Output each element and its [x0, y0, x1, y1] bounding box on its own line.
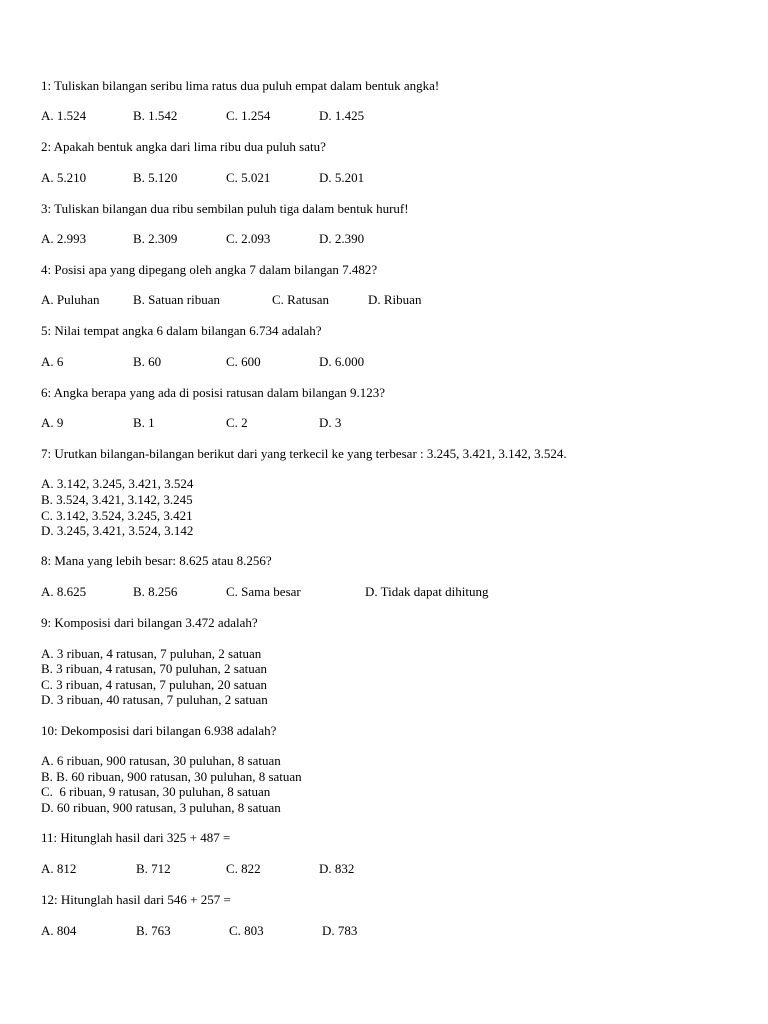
question-4: 4: Posisi apa yang dipegang oleh angka 7 dalam bilangan 7.482? [41, 262, 378, 277]
q9-option-a: A. 3 ribuan, 4 ratusan, 7 puluhan, 2 satuan [41, 646, 262, 661]
q12-option-d: D. 783 [322, 923, 358, 938]
q5-option-a: A. 6 [41, 354, 64, 369]
q2-option-b: B. 5.120 [133, 170, 178, 185]
q10-option-b: B. B. 60 ribuan, 900 ratusan, 30 puluhan, 8 satuan [41, 769, 302, 784]
q7-option-b: B. 3.524, 3.421, 3.142, 3.245 [41, 492, 193, 507]
q3-option-a: A. 2.993 [41, 231, 87, 246]
q10-option-d: D. 60 ribuan, 900 ratusan, 3 puluhan, 8 satuan [41, 800, 281, 815]
q5-option-c: C. 600 [226, 354, 261, 369]
q9-option-d: D. 3 ribuan, 40 ratusan, 7 puluhan, 2 satuan [41, 692, 268, 707]
question-6: 6: Angka berapa yang ada di posisi ratusan dalam bilangan 9.123? [41, 385, 386, 400]
q4-option-b: B. Satuan ribuan [133, 292, 221, 307]
q5-option-d: D. 6.000 [319, 354, 365, 369]
q4-option-a: A. Puluhan [41, 292, 100, 307]
q8-option-b: B. 8.256 [133, 584, 178, 599]
question-11: 11: Hitunglah hasil dari 325 + 487 = [41, 830, 231, 845]
q7-option-a: A. 3.142, 3.245, 3.421, 3.524 [41, 476, 194, 491]
q1-option-a: A. 1.524 [41, 108, 87, 123]
q8-option-d: D. Tidak dapat dihitung [365, 584, 489, 599]
q12-option-a: A. 804 [41, 923, 77, 938]
question-10: 10: Dekomposisi dari bilangan 6.938 adalah? [41, 723, 277, 738]
q2-option-c: C. 5.021 [226, 170, 271, 185]
question-5: 5: Nilai tempat angka 6 dalam bilangan 6.734 adalah? [41, 323, 322, 338]
q8-option-c: C. Sama besar [226, 584, 301, 599]
question-1: 1: Tuliskan bilangan seribu lima ratus dua puluh empat dalam bentuk angka! [41, 78, 440, 93]
q3-option-d: D. 2.390 [319, 231, 365, 246]
q11-option-d: D. 832 [319, 861, 355, 876]
q1-option-b: B. 1.542 [133, 108, 178, 123]
question-8: 8: Mana yang lebih besar: 8.625 atau 8.256? [41, 553, 272, 568]
q5-option-b: B. 60 [133, 354, 162, 369]
q10-option-c: C. 6 ribuan, 9 ratusan, 30 puluhan, 8 satuan [41, 784, 271, 799]
q7-option-d: D. 3.245, 3.421, 3.524, 3.142 [41, 523, 194, 538]
q7-option-c: C. 3.142, 3.524, 3.245, 3.421 [41, 508, 193, 523]
q6-option-b: B. 1 [133, 415, 155, 430]
q8-option-a: A. 8.625 [41, 584, 87, 599]
q6-option-a: A. 9 [41, 415, 64, 430]
question-2: 2: Apakah bentuk angka dari lima ribu dua puluh satu? [41, 139, 326, 154]
q11-option-a: A. 812 [41, 861, 77, 876]
q9-option-b: B. 3 ribuan, 4 ratusan, 70 puluhan, 2 satuan [41, 661, 268, 676]
q11-option-c: C. 822 [226, 861, 261, 876]
question-7: 7: Urutkan bilangan-bilangan berikut dari yang terkecil ke yang terbesar : 3.245, 3.421, 3.142, 3.524. [41, 446, 567, 461]
q1-option-d: D. 1.425 [319, 108, 365, 123]
q3-option-c: C. 2.093 [226, 231, 271, 246]
question-3: 3: Tuliskan bilangan dua ribu sembilan puluh tiga dalam bentuk huruf! [41, 201, 409, 216]
q2-option-a: A. 5.210 [41, 170, 87, 185]
question-12: 12: Hitunglah hasil dari 546 + 257 = [41, 892, 231, 907]
q12-option-b: B. 763 [136, 923, 171, 938]
q10-option-a: A. 6 ribuan, 900 ratusan, 30 puluhan, 8 satuan [41, 753, 281, 768]
q11-option-b: B. 712 [136, 861, 171, 876]
q1-option-c: C. 1.254 [226, 108, 271, 123]
q6-option-d: D. 3 [319, 415, 342, 430]
q4-option-c: C. Ratusan [272, 292, 330, 307]
q4-option-d: D. Ribuan [368, 292, 422, 307]
q6-option-c: C. 2 [226, 415, 248, 430]
question-9: 9: Komposisi dari bilangan 3.472 adalah? [41, 615, 258, 630]
q3-option-b: B. 2.309 [133, 231, 178, 246]
q9-option-c: C. 3 ribuan, 4 ratusan, 7 puluhan, 20 satuan [41, 677, 268, 692]
q12-option-c: C. 803 [229, 923, 264, 938]
q2-option-d: D. 5.201 [319, 170, 365, 185]
